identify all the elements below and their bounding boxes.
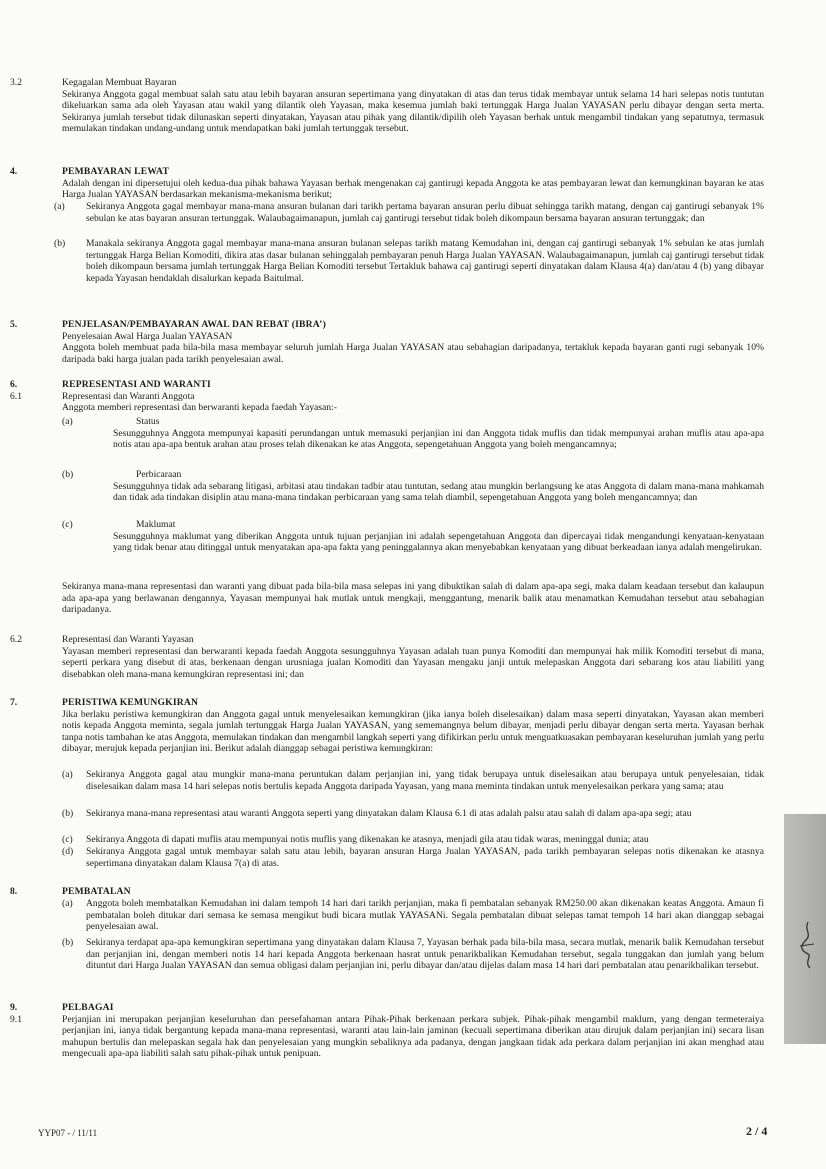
item-title: Status bbox=[136, 416, 160, 427]
item-label: (a) bbox=[54, 201, 65, 212]
item-label: (a) bbox=[62, 769, 73, 780]
item-text: Sesungguhnya maklumat yang diberikan Anggota untuk tujuan perjanjian ini adalah sepengetahuan Anggota dan dipercayai tidak mengandungi kenyataan-kenyataan yang tidak benar atau ditinggal untuk menyatakan apa-apa fakta yang peninggalannya akan menyebabkan kenyataan yang dibuat berkeadaan ianya adalah mengelirukan. bbox=[113, 530, 764, 554]
section-body: Anggota boleh membuat pada bila-bila masa membayar seluruh jumlah Harga Jualan YAYASAN atau sebahagian daripadanya, tertakluk kepada bayaran ganti rugi sebanyak 10% daripada baki harga jualan pada tarikh penyelesaian awal. bbox=[62, 342, 764, 365]
section-heading: REPRESENTASI AND WARANTI bbox=[62, 379, 211, 390]
section-number: 5. bbox=[10, 319, 18, 330]
item-text: Sesungguhnya Anggota mempunyai kapasiti perundangan untuk memasuki perjanjian ini dan Anggota tidak muflis dan tidak mempunyai arahan muflis atau apa-apa notis atau apa-apa bentuk arahan atau proses telah dikenakan ke atas Anggota, sepengetahuan Anggota yang boleh mengancamnya; bbox=[113, 427, 764, 451]
section-number: 8. bbox=[10, 886, 18, 897]
item-text: Sekiranya Anggota gagal atau mungkir mana-mana peruntukan dalam perjanjian ini, yang tidak berupaya untuk diselesaikan atau berupaya untuk penyelesaian, tidak diselesaikan dalam masa 14 hari selepas notis bertulis kepada Anggota daripada Yayasan, yang mana meminta tindakan untuk menyelesaikan perkara yang sama; atau bbox=[86, 769, 764, 792]
item-label: (d) bbox=[62, 846, 74, 857]
item-label: (b) bbox=[62, 469, 74, 480]
clause-title: Representasi dan Waranti Anggota bbox=[62, 390, 195, 402]
page-number: 2 / 4 bbox=[746, 1124, 768, 1138]
section-heading: PEMBAYARAN LEWAT bbox=[62, 166, 170, 177]
clause-number: 3.2 bbox=[10, 77, 22, 88]
section-heading: PENJELASAN/PEMBAYARAN AWAL DAN REBAT (IBRA’) bbox=[62, 319, 326, 330]
item-label: (c) bbox=[62, 834, 73, 845]
item-text: Sekiranya Anggota di dapati muflis atau mempunyai notis muflis yang dikenakan ke atasnya, menjadi gila atau tidak waras, meninggal dunia; atau bbox=[86, 834, 649, 845]
section-intro: Adalah dengan ini dipersetujui oleh kedua-dua pihak bahawa Yayasan berhak mengenakan caj gantirugi kepada Anggota ke atas pembayaran lewat dan kemungkinan bayaran ke atas Harga Jualan YAYASAN berdasarkan mekanisma-mekanisma berikut; bbox=[62, 177, 764, 201]
section-intro: Jika berlaku peristiwa kemungkiran dan Anggota gagal untuk menyelesaikan kemungkiran (jika ianya boleh diselesaikan) dalam masa seperti dinyatakan, Yayasan akan memberi notis kepada Anggota meminta, segala jumlah tertunggak Harga Jualan YAYASAN, yang sememangnya belum dibayar, menjadi perlu dibayar dengan serta merta. Yayasan berhak tanpa notis tambahan ke atas Anggota, memulakan tindakan dan mengambil langkah seperti yang difikirkan perlu untuk menguatkuasakan pembayaran keseluruhan jumlah yang perlu dibayar, merujuk kepada perjanjian ini. Berikut adalah dianggap sebagai peristiwa kemungkiran: bbox=[62, 708, 764, 755]
item-label: (b) bbox=[54, 238, 66, 249]
clause-number: 6.1 bbox=[10, 390, 22, 402]
item-label: (b) bbox=[62, 808, 74, 819]
section-heading: PERISTIWA KEMUNGKIRAN bbox=[62, 697, 199, 708]
item-text: Anggota boleh membatalkan Kemudahan ini dalam tempoh 14 hari dari tarikh perjanjian, maka fi pembatalan sebanyak RM250.00 akan dikenakan keatas Anggota. Amaun fi pembatalan boleh ditukar dari semasa ke semasa mengikut budi bicara mutlak YAYASANi. Segala pembatalan dibuat selepas tamat tempoh 14 hari akan dianggap sebagai penyelesaian awal. bbox=[86, 898, 764, 933]
clause-intro: Anggota memberi representasi dan berwaranti kepada faedah Yayasan:- bbox=[62, 402, 337, 414]
clause-number: 6.2 bbox=[10, 634, 22, 645]
section-subtitle: Penyelesaian Awal Harga Jualan YAYASAN bbox=[62, 330, 233, 342]
item-label: (c) bbox=[62, 519, 73, 530]
clause-body: Perjanjian ini merupakan perjanjian keseluruhan dan persefahaman antara Pihak-Pihak berkenaan perkara subjek. Pihak-pihak mengambil maklum, yang dengan termeteraiya perjanjian ini, ianya tidak bergantung kepada mana-mana representasi, waranti atau lain-lain jaminan (kecuali sepertimana diberikan atau dirujuk dalam perjanjian ini) secara lisan mahupun bertulis dan melepaskan segala hak dan penyelesaian yang mungkin sebaliknya ada padanya, dengan jangkaan tidak ada perkara dalam perjanjian ini akan menghad atau mengecuali apa-apa liabiliti salah satu pihak-pihak untuk penipuan. bbox=[62, 1013, 764, 1060]
clause-number: 9.1 bbox=[10, 1013, 22, 1025]
section-heading: PEMBATALAN bbox=[62, 886, 131, 897]
section-heading: PELBAGAI bbox=[62, 1002, 114, 1013]
item-text: Sesungguhnya tidak ada sebarang litigasi, arbitasi atau tindakan tadbir atau tuntutan, sedang atau mungkin berlangsung ke atas Anggota di dalam mana-mana mahkamah dan tidak ada tindakan disiplin atau mana-mana tindakan perbicaraan yang sama telah diambil, sepengetahuan Anggota yang boleh mengancamnya; dan bbox=[113, 480, 764, 504]
clause-title: Kegagalan Membuat Bayaran bbox=[62, 77, 177, 88]
section-number: 9. bbox=[10, 1002, 18, 1013]
item-label: (b) bbox=[62, 937, 74, 948]
item-title: Perbicaraan bbox=[136, 469, 182, 480]
item-label: (a) bbox=[62, 416, 73, 427]
item-text: Sekiranya mana-mana representasi atau waranti Anggota seperti yang dinyatakan dalam Klausa 6.1 di atas adalah palsu atau salah di dalam apa-apa segi; atau bbox=[86, 808, 692, 819]
clause-title: Representasi dan Waranti Yayasan bbox=[62, 634, 194, 645]
item-text: Manakala sekiranya Anggota gagal membayar mana-mana ansuran bulanan selepas tarikh matang Kemudahan ini, dengan caj gantirugi sebanyak 1% sebulan ke atas jumlah tertunggak Harga Belian Komoditi, dikira atas dasar bulanan sehinggalah pembayaran penuh Harga Jualan YAYASAN. Walaubagaimanapun, jumlah caj gantirugi tersebut tidak boleh dikompaun bersama jumlah tertunggak Harga Belian Komoditi tersebut Tertakluk bahawa caj gantirugi seperti dinyatakan dalam Klausa 4(a) dan/atau 4 (b) yang dibayar kepada Yayasan hendaklah disalurkan kepada Baitulmal. bbox=[86, 238, 764, 284]
section-number: 4. bbox=[10, 166, 18, 177]
clause-body: Yayasan memberi representasi dan berwaranti kepada faedah Anggota sesungguhnya Yayasan adalah tuan punya Komoditi dan mempunyai hak milik Komoditi tersebut di mana, seperti perkara yang disebut di atas, berkenaan dengan urusniaga jualan Komoditi dan Yayasan mengaku janji untuk melepaskan Anggota dari sebarang kos atau liabiliti yang disebabkan oleh mana-mana kemungkiran representasi ini; dan bbox=[62, 645, 764, 680]
handwritten-initials bbox=[796, 920, 818, 970]
document-code: YYP07 - / 11/11 bbox=[38, 1128, 98, 1138]
clause-closing: Sekiranya mana-mana representasi dan waranti yang dibuat pada bila-bila masa selepas ini yang dibuktikan salah di dalam apa-apa segi, maka dalam keadaan tersebut dan kalaupun ada apa-apa yang berlawanan dengannya, Yayasan mempunyai hak mutlak untuk mengkaji, menggantung, menarik balik atau menamatkan Kemudahan tersebut atau sebahagian daripadanya. bbox=[62, 581, 764, 616]
item-text: Sekiranya Anggota gagal untuk membayar salah satu atau lebih, bayaran ansuran Harga Jualan YAYASAN, pada tarikh pembayaran selepas notis dikenakan ke atasnya sepertimana dinyatakan dalam Klausa 7(a) di atas. bbox=[86, 846, 764, 869]
item-title: Maklumat bbox=[136, 519, 176, 530]
section-number: 7. bbox=[10, 697, 18, 708]
section-number: 6. bbox=[10, 379, 18, 390]
clause-body: Sekiranya Anggota gagal membuat salah satu atau lebih bayaran ansuran sepertimana yang dinyatakan di atas dan terus tidak membayar untuk selama 14 hari selepas notis tuntutan dikeluarkan sama ada oleh Yayasan atau wakil yang dilantik oleh Yayasan, maka kesemua jumlah baki tertunggak Harga Jualan YAYASAN perlu dibayar dengan serta merta. Sekiranya jumlah tersebut tidak dilunaskan seperti dinyatakan, Yayasan atau pihak yang dilantik/dipilih oleh Yayasan berhak untuk mengambil tindakan yang sepatutnya, termasuk memulakan tindakan undang-undang untuk mendapatkan baki jumlah tertunggak tersebut. bbox=[62, 88, 764, 135]
item-text: Sekiranya Anggota gagal membayar mana-mana ansuran bulanan dari tarikh pertama bayaran ansuran perlu dibuat sehingga tarikh matang, dengan caj gantirugi sebanyak 1% sebulan ke atas bayaran ansuran tertunggak. Walaubagaimanapun, jumlah caj gantirugi tersebut tidak boleh dikompaun bersama bayaran ansuran tertunggak; dan bbox=[86, 201, 764, 224]
item-text: Sekiranya terdapat apa-apa kemungkiran sepertimana yang dinyatakan dalam Klausa 7, Yayasan berhak pada bila-bila masa, secara mutlak, menarik balik Kemudahan tersebut dan perjanjian ini, dengan memberi notis 14 hari kepada Anggota berkenaan hasrat untuk penarikbalikan Kemudahan tersebut, segala tunggakan dan jumlah yang belum dituntut dari Harga Jualan YAYASAN dan semua obligasi dalam perjanjian ini, perlu dibayar dan/atau dijelas dalam masa 14 hari dari pembatalan atau penarikbalikan tersebut. bbox=[86, 937, 764, 972]
item-label: (a) bbox=[62, 898, 73, 909]
